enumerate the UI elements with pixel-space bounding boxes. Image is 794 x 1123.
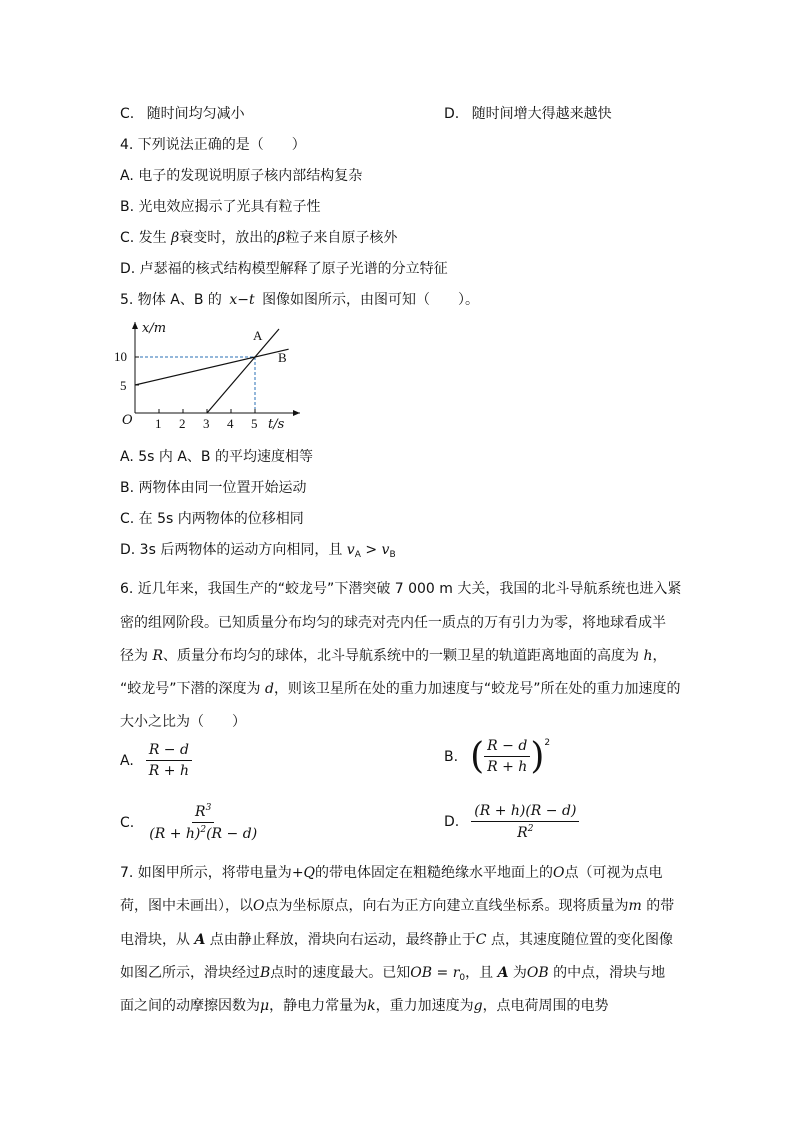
term: (R − d) xyxy=(206,826,258,842)
point-a: A xyxy=(194,932,206,948)
subscript-b: B xyxy=(389,550,396,560)
text: 点时的速度最大。已知 xyxy=(270,965,411,981)
var-g: g xyxy=(473,998,483,1014)
var-m: m xyxy=(628,898,642,914)
y-tick-label-10: 10 xyxy=(114,349,127,364)
option-letter: D. xyxy=(444,106,460,122)
q6-line-1: 6. 近几年来，我国生产的“蛟龙号”下潜突破 7 000 m 大关，我国的北斗导航系统也进入紧 xyxy=(120,581,682,597)
q5-option-a: A. 5s 内 A、B 的平均速度相等 xyxy=(120,449,313,465)
q4-option-d: D. 卢瑟福的核式结构模型解释了原子光谱的分立特征 xyxy=(120,261,448,277)
text: D. 3s 后两物体的运动方向相同，且 xyxy=(120,542,343,558)
option-letter: C. xyxy=(120,814,135,831)
segment-ob: OB xyxy=(526,965,549,981)
q6-line-2: 密的组网阶段。已知质量分布均匀的球壳对壳内任一质点的万有引力为零，将地球看成半 xyxy=(120,615,666,631)
q4-option-c xyxy=(120,227,397,247)
text: 点由静止释放，滑块向右运动，最终静止于 xyxy=(205,932,476,948)
beta-symbol: β xyxy=(171,230,180,246)
option-letter: D. xyxy=(444,814,460,830)
right-paren: ) xyxy=(530,736,545,777)
subscript-a: A xyxy=(354,550,361,560)
q6-line-4 xyxy=(120,678,680,698)
q5-option-d xyxy=(120,539,396,560)
exponent: 2 xyxy=(544,738,551,748)
subscript-0: 0 xyxy=(459,973,466,983)
point-o: O xyxy=(253,898,265,914)
numerator: R − d xyxy=(484,738,530,757)
q6-option-a xyxy=(120,742,192,779)
text: 径为 xyxy=(120,648,153,664)
text: ，重力加速度为 xyxy=(375,998,474,1014)
q7-line-3 xyxy=(120,929,673,949)
x-tick-label-1: 1 xyxy=(155,416,162,431)
option-letter: A. xyxy=(120,752,134,769)
v-symbol: v xyxy=(346,542,355,558)
q5-option-c: C. 在 5s 内两物体的位移相同 xyxy=(120,511,304,527)
var-r: R xyxy=(152,648,163,664)
left-paren: ( xyxy=(470,736,485,777)
fraction xyxy=(146,803,260,842)
y-axis-label: x/m xyxy=(142,321,167,336)
q3-option-d xyxy=(444,103,612,123)
x-tick-label-5: 5 xyxy=(251,416,258,431)
text: ， xyxy=(652,648,667,664)
var-d: d xyxy=(264,681,274,697)
text: 面之间的动摩擦因数为 xyxy=(120,998,260,1014)
fraction xyxy=(146,742,192,779)
option-text: 随时间增大得越来越快 xyxy=(471,106,612,122)
charge-q: +Q xyxy=(291,865,316,881)
q4-option-a: A. 电子的发现说明原子核内部结构复杂 xyxy=(120,168,363,184)
q6-line-5: 大小之比为（ ） xyxy=(120,714,246,730)
var-r: R xyxy=(517,825,528,841)
q4-stem: 4. 下列说法正确的是（ ） xyxy=(120,137,306,153)
point-a: A xyxy=(497,965,509,981)
text: 5. 物体 A、B 的 xyxy=(120,292,222,308)
numerator: (R + h)(R − d) xyxy=(471,803,579,822)
text: ，且 xyxy=(465,965,498,981)
q5-option-b: B. 两物体由同一位置开始运动 xyxy=(120,480,307,496)
text: 的中点，滑块与地 xyxy=(548,965,666,981)
text: 荷，图中未画出），以 xyxy=(120,898,253,914)
text: ，点电荷周围的电势 xyxy=(482,998,609,1014)
numerator: R − d xyxy=(146,742,192,761)
v-symbol: v xyxy=(381,542,390,558)
text: 的带电体固定在粗糙绝缘水平地面上的 xyxy=(315,865,554,881)
var-k: k xyxy=(367,998,376,1014)
exponent: 3 xyxy=(205,803,212,813)
q6-option-c xyxy=(120,803,260,842)
beta-symbol: β xyxy=(277,230,286,246)
var-mu: μ xyxy=(260,998,270,1014)
denominator: R + h xyxy=(148,763,189,779)
point-c: C xyxy=(475,932,487,948)
text: 7. 如图甲所示，将带电量为 xyxy=(120,865,292,881)
fraction xyxy=(484,738,530,775)
var-r: R xyxy=(195,804,206,820)
gt-symbol: > xyxy=(360,542,382,558)
text: 点（可视为点电 xyxy=(564,865,663,881)
text: 为 xyxy=(508,965,527,981)
series-a-line xyxy=(207,329,279,413)
math-xt: x−t xyxy=(229,292,255,308)
exponent: 2 xyxy=(200,825,207,835)
q7-line-4 xyxy=(120,962,665,983)
y-axis-arrow xyxy=(132,322,138,329)
text: 粒子来自原子核外 xyxy=(285,230,398,246)
exponent: 2 xyxy=(527,824,534,834)
text: 点，其速度随位置的变化图像 xyxy=(486,932,673,948)
text: 图像如图所示，由图可知（ ）。 xyxy=(262,292,480,308)
numerator xyxy=(192,803,214,823)
series-a-label: A xyxy=(253,328,263,343)
text: ，则该卫星所在处的重力加速度与“蛟龙号”所在处的重力加速度的 xyxy=(273,681,681,697)
x-axis-label: t/s xyxy=(268,417,285,432)
term: (R + h) xyxy=(149,826,201,842)
text: 的带 xyxy=(641,898,675,914)
text: 点为坐标原点，向右为正方向建立直线坐标系。现将质量为 xyxy=(264,898,629,914)
point-b: B xyxy=(260,965,271,981)
text: 如图乙所示，滑块经过 xyxy=(120,965,260,981)
option-letter: B. xyxy=(444,748,459,765)
option-letter: C. xyxy=(120,106,135,122)
denominator xyxy=(146,823,260,842)
text: C. 发生 xyxy=(120,230,172,246)
denominator: R + h xyxy=(487,759,528,775)
x-axis-arrow xyxy=(293,410,300,416)
text: “蛟龙号”下潜的深度为 xyxy=(120,681,265,697)
x-tick-label-2: 2 xyxy=(179,416,186,431)
q5-stem xyxy=(120,289,479,309)
q7-line-5 xyxy=(120,995,609,1015)
x-tick-label-4: 4 xyxy=(227,416,234,431)
text: ，静电力常量为 xyxy=(269,998,368,1014)
q6-option-d xyxy=(444,803,579,841)
xt-graph xyxy=(110,316,310,438)
q4-option-b: B. 光电效应揭示了光具有粒子性 xyxy=(120,199,321,215)
y-tick-label-5: 5 xyxy=(120,378,127,393)
math-ob: OB = r xyxy=(410,965,460,981)
q6-option-b xyxy=(444,736,550,777)
fraction xyxy=(471,803,579,841)
q7-line-2 xyxy=(120,895,674,915)
point-o: O xyxy=(553,865,565,881)
q6-line-3 xyxy=(120,645,666,665)
x-tick-label-3: 3 xyxy=(203,416,210,431)
text: 电滑块，从 xyxy=(120,932,195,948)
text: 衰变时，放出的 xyxy=(179,230,278,246)
denominator xyxy=(514,822,536,841)
q3-option-c xyxy=(120,103,245,123)
var-h: h xyxy=(643,648,653,664)
text: 、质量分布均匀的球体，北斗导航系统中的一颗卫星的轨道距离地面的高度为 xyxy=(163,648,644,664)
series-b-line xyxy=(135,349,289,385)
option-text: 随时间均匀减小 xyxy=(146,106,245,122)
series-b-label: B xyxy=(278,350,287,365)
q7-line-1 xyxy=(120,862,663,882)
origin-label: O xyxy=(122,413,133,428)
